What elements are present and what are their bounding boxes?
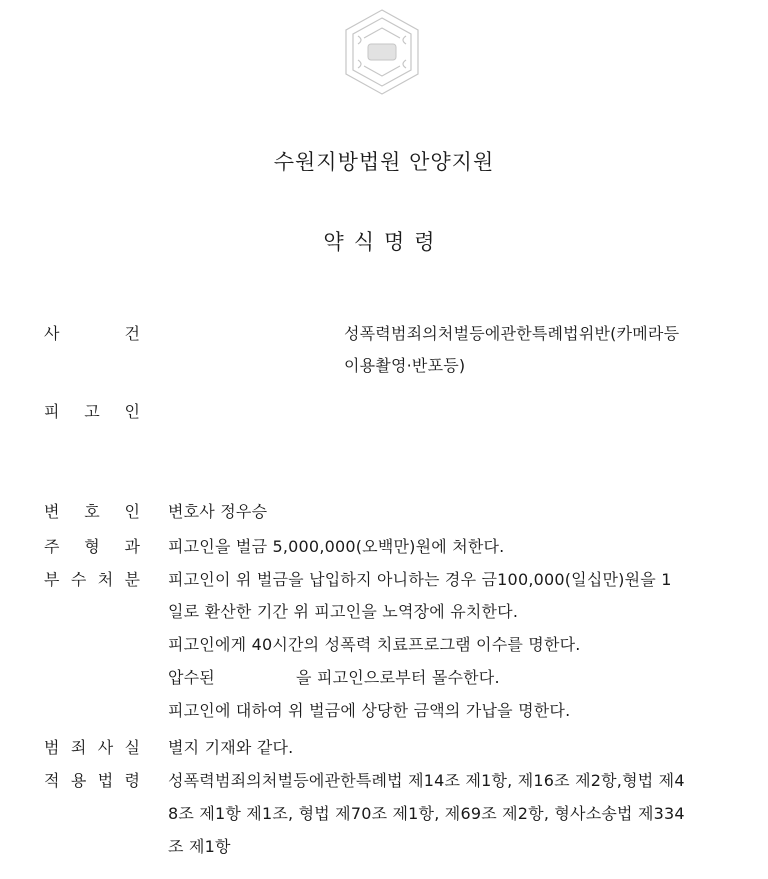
laws-line: 8조 제1항 제1조, 형법 제70조 제1항, 제69조 제2항, 형사소송법 제334 (168, 804, 685, 823)
label-attorney (44, 499, 140, 522)
label-char: 수 (70, 570, 87, 589)
label-sentence (44, 534, 140, 557)
label-char: 실 (124, 738, 140, 757)
label-defendant (44, 399, 140, 422)
label-facts (44, 735, 140, 758)
attorney-line: 변호사 정우승 (168, 502, 268, 521)
label-char: 인 (124, 402, 140, 421)
supplementary-line: 피고인에 대하여 위 벌금에 상당한 금액의 가납을 명한다. (168, 701, 571, 720)
label-char: 피 (44, 402, 60, 421)
label-char: 죄 (70, 738, 87, 757)
label-text (44, 321, 140, 344)
label-char: 령 (124, 771, 140, 790)
label-char: 주 (44, 537, 60, 556)
label-text (44, 567, 140, 590)
supplementary-line: 을 피고인으로부터 몰수한다. (296, 668, 500, 687)
label-char: 변 (44, 502, 60, 521)
laws-line: 조 제1항 (168, 837, 231, 856)
label-char: 분 (124, 570, 140, 589)
facts-line: 별지 기재와 같다. (168, 738, 294, 757)
label-char: 건 (124, 324, 140, 343)
label-char: 부 (44, 570, 60, 589)
label-char: 처 (97, 570, 114, 589)
label-char: 과 (124, 537, 140, 556)
sentence-line: 피고인을 벌금 5,000,000(오백만)원에 처한다. (168, 537, 505, 556)
label-char: 법 (97, 771, 114, 790)
label-text (44, 499, 140, 522)
label-char: 인 (124, 502, 140, 521)
label-text (44, 768, 140, 791)
label-text (44, 399, 140, 422)
supplementary-line: 일로 환산한 기간 위 피고인을 노역장에 유치한다. (168, 602, 519, 621)
label-char: 범 (44, 738, 60, 757)
label-supplementary (44, 567, 140, 590)
label-char: 용 (70, 771, 87, 790)
label-char: 사 (44, 324, 60, 343)
supplementary-line: 압수된 (168, 668, 215, 687)
supplementary-line: 피고인이 위 벌금을 납입하지 아니하는 경우 금100,000(일십만)원을 1 (168, 570, 672, 589)
label-text (44, 534, 140, 557)
label-text (44, 735, 140, 758)
court-seal-emblem (334, 4, 430, 100)
label-char: 적 (44, 771, 60, 790)
label-laws (44, 768, 140, 791)
case-line: 이용촬영·반포등) (344, 356, 466, 375)
label-char: 고 (84, 402, 100, 421)
document-title: 약식명령 (323, 230, 445, 254)
label-char: 호 (84, 502, 100, 521)
case-line: 성폭력범죄의처벌등에관한특례법위반(카메라등 (344, 324, 680, 343)
label-case (44, 321, 140, 344)
label-char: 사 (97, 738, 114, 757)
label-char: 형 (84, 537, 100, 556)
laws-line: 성폭력범죄의처벌등에관한특례법 제14조 제1항, 제16조 제2항,형법 제4 (168, 771, 685, 790)
court-name: 수원지방법원 안양지원 (273, 150, 495, 174)
supplementary-line: 피고인에게 40시간의 성폭력 치료프로그램 이수를 명한다. (168, 635, 581, 654)
